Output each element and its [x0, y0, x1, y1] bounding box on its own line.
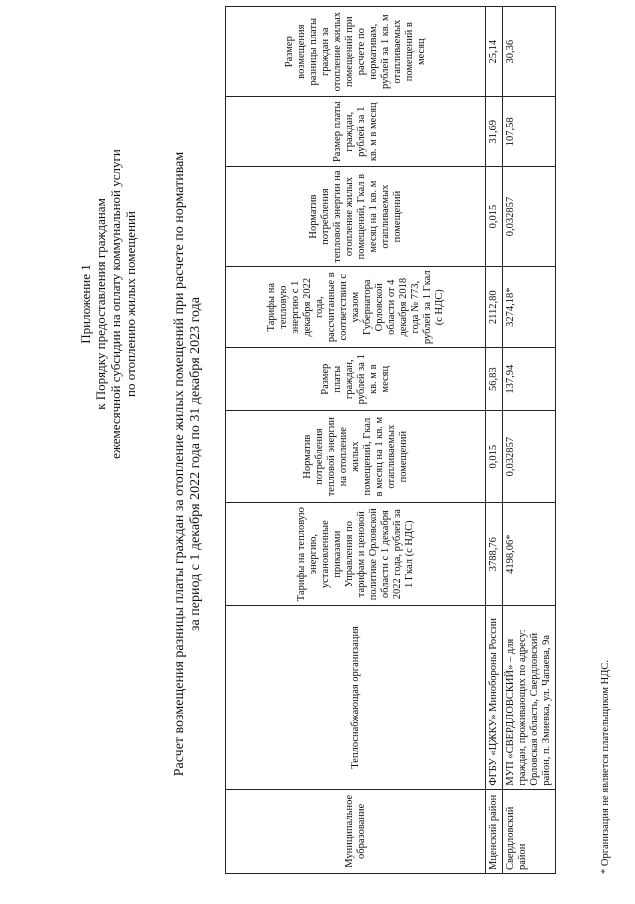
header-payment-1: Размер платы граждан, рублей за 1 кв. м в месяц	[226, 348, 486, 411]
appendix-line: по отоплению жилых помещений	[123, 211, 138, 397]
calculation-table	[225, 6, 556, 874]
cell-payment-2: 31,69	[486, 97, 503, 167]
cell-municipality: Мценский район	[486, 789, 503, 873]
document-title	[172, 64, 204, 864]
cell-norm-2: 0,015	[486, 167, 503, 267]
cell-norm-2: 0,032857	[503, 167, 556, 267]
cell-organization: МУП «СВЕРДЛОВСКИЙ» – для граждан, проживающих по адресу: Орловская область, Свердловский район, п. Змиевка, ул. Чапаева, 9а	[503, 606, 556, 789]
table-header-row	[226, 7, 486, 874]
cell-organization: ФГБУ «ЦЖКУ» Минобороны России	[486, 606, 503, 789]
header-compensation: Размер возмещения разницы платы граждан за отопление жилых помещений при расчете по нормативам, рублей за 1 кв. м отапливаемых помещений в месяц	[226, 7, 486, 97]
cell-payment-2: 107,58	[503, 97, 556, 167]
cell-norm-1: 0,015	[486, 411, 503, 503]
title-line: Расчет возмещения разницы платы граждан за отопление жилых помещений при расчете по нормативам	[172, 151, 187, 777]
footnote: * Организация не является плательщиком НДС.	[600, 659, 611, 874]
title-line: за период с 1 декабря 2022 года по 31 декабря 2023 года	[188, 297, 203, 631]
table-row	[486, 7, 503, 874]
cell-compensation: 25,14	[486, 7, 503, 97]
header-payment-2: Размер платы граждан, рублей за 1 кв. м в месяц	[226, 97, 486, 167]
cell-tariff-official: 4198,06*	[503, 503, 556, 606]
cell-compensation: 30,36	[503, 7, 556, 97]
appendix-line: ежемесячной субсидии на оплату коммунальной услуги	[108, 149, 123, 459]
cell-payment-1: 137,94	[503, 348, 556, 411]
appendix-line: Приложение 1	[78, 264, 93, 344]
cell-tariff-official: 3788,76	[486, 503, 503, 606]
table-row	[503, 7, 556, 874]
header-norm-2: Норматив потребления тепловой энергии на отопление жилых помещений, Гкал в месяц на 1 кв. м отапливаемых помещений	[226, 167, 486, 267]
appendix-line: к Порядку предоставления гражданам	[93, 198, 108, 410]
appendix-header	[78, 4, 138, 604]
cell-tariff-decree: 3274,18*	[503, 267, 556, 348]
header-norm-1: Норматив потребления тепловой энергии на отопление жилых помещений, Гкал в месяц на 1 кв. м отапливаемых помещений	[226, 411, 486, 503]
cell-tariff-decree: 2112,80	[486, 267, 503, 348]
header-municipality: Муниципальное образование	[226, 789, 486, 873]
header-tariff-decree: Тарифы на тепловую энергию с 1 декабря 2022 года, рассчитанные в соответствии с указом Губернатора Орловской области от 4 декабря 2018 года № 773, рублей за 1 Гкал (с НДС)	[226, 267, 486, 348]
cell-municipality: Свердловский район	[503, 789, 556, 873]
cell-norm-1: 0,032857	[503, 411, 556, 503]
header-organization: Теплоснабжающая организация	[226, 606, 486, 789]
cell-payment-1: 56,83	[486, 348, 503, 411]
header-tariff-official: Тарифы на тепловую энергию, установленные приказами Управления по тарифам и ценовой политике Орловской области с 1 декабря 2022 года, рублей за 1 Гкал (с НДС)	[226, 503, 486, 606]
